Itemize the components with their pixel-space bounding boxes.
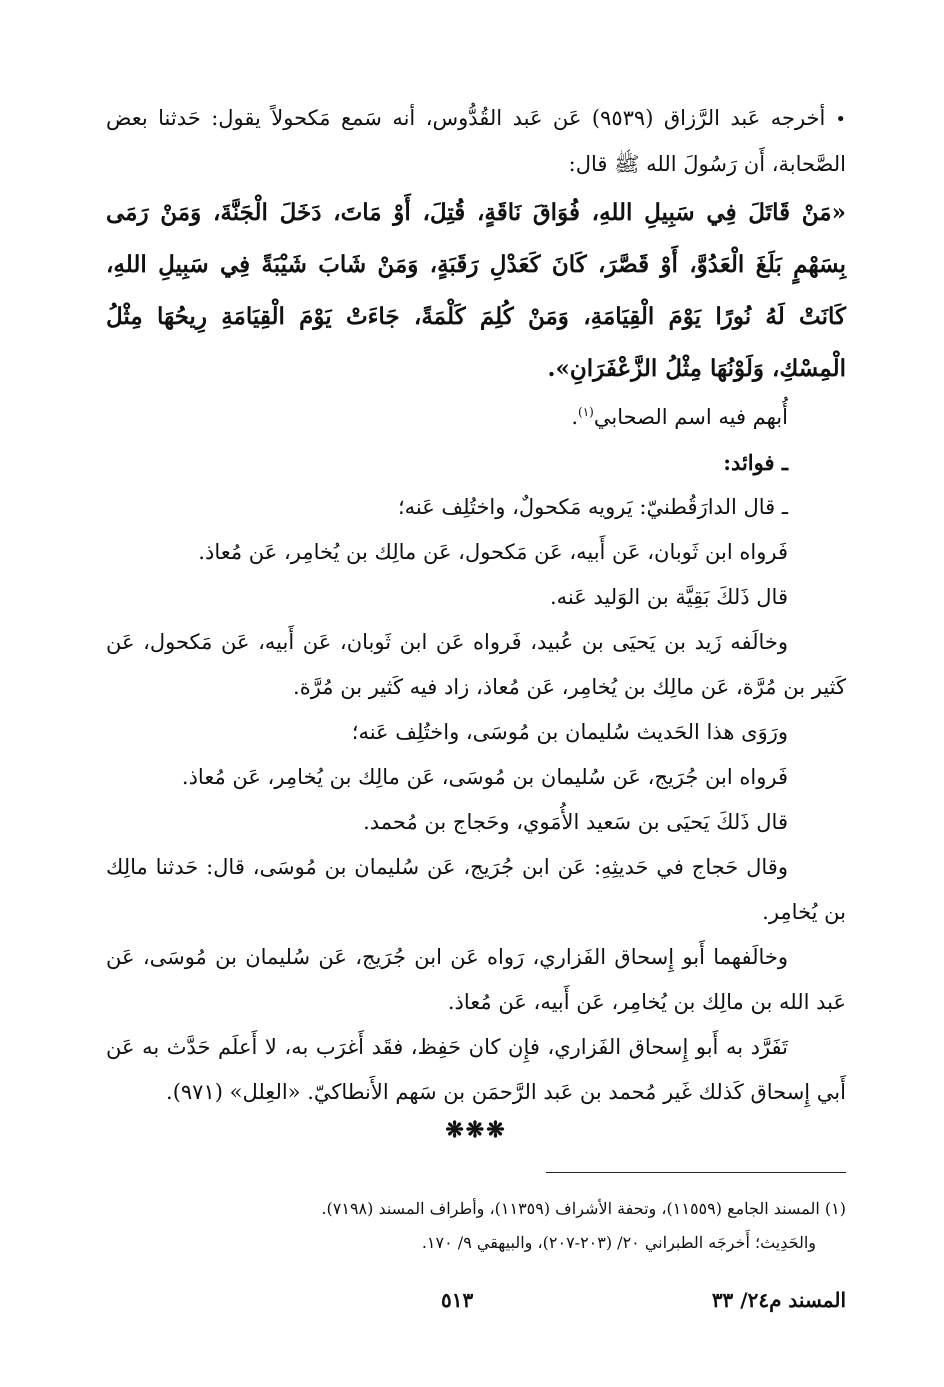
section-divider-stars: ❋❋❋: [445, 1117, 507, 1143]
page-footer: [106, 1288, 846, 1328]
hadith-text: «مَنْ قَاتَلَ فِي سَبِيلِ اللهِ، فُوَاقَ نَاقَةٍ، قُتِلَ، أَوْ مَاتَ، دَخَلَ الْجَنَّةَ، وَمَنْ رَمَى بِسَهْمٍ بَلَغَ الْعَدُوَّ، أَوْ قَصَّرَ، كَانَ كَعَدْلِ رَقَبَةٍ، وَمَنْ شَابَ شَيْبَةً فِي سَبِيلِ اللهِ، كَانَتْ لَهُ نُورًا يَوْمَ الْقِيَامَةِ، وَمَنْ كُلِمَ كَلْمَةً، جَاءَتْ يَوْمَ الْقِيَامَةِ رِيحُهَا مِثْلُ الْمِسْكِ، وَلَوْنُهَا مِثْلُ الزَّعْفَرَانِ».: [106, 199, 846, 382]
paragraph: وقال حَجاج في حَديثِهِ: عَن ابن جُرَيج، عَن سُليمان بن مُوسَى، قال: حَدثنا مالِك بن يُخامِر.: [106, 855, 846, 924]
paragraph: قال ذَلكَ يَحيَى بن سَعيد الأُمَوي، وحَجاج بن مُحمد.: [363, 810, 788, 834]
paragraph: تَفَرَّد به أَبو إِسحاق الفَزاري، فإِن كان حَفِظ، فقَد أَغرَب به، لا أَعلَم حَدَّث به عَن أَبي إِسحاق كَذلك غَير مُحمد بن عَبد الرَّحمَن بن سَهم الأَنطاكيّ. «العِلل» (٩٧١).: [106, 1035, 846, 1104]
paragraph: فَرواه ابن ثَوبان، عَن أَبيه، عَن مَكحول، عَن مالِك بن يُخامِر، عَن مُعاذ.: [198, 540, 788, 564]
ibham-end: .: [571, 405, 579, 429]
paragraph: ورَوَى هذا الحَديث سُليمان بن مُوسَى، واختُلِف عَنه؛: [351, 720, 788, 744]
ibham-note: [106, 395, 846, 440]
intro-line-1: أخرجه عَبد الرَّزاق (٩٥٣٩) عَن عَبد القُدُّوس، أنه سَمع مَكحولاً يقول:: [211, 106, 826, 130]
page-number: ٥١٣: [441, 1288, 474, 1312]
intro-paragraph: [106, 96, 846, 187]
paragraph: وخالَفهما أَبو إِسحاق الفَزاري، رَواه عَن ابن جُرَيج، عَن سُليمان بن مُوسَى، عَن عَبد الله بن مالِك بن يُخامِر، عَن أَبيه، عَن مُعاذ.: [106, 945, 846, 1014]
footnote: (١) المسند الجامع (١١٥٥٩)، وتحفة الأشراف (١١٣٥٩)، وأطراف المسند (٧١٩٨).: [321, 1199, 846, 1218]
intro-line-2: حَدثنا بعض الصَّحابة، أَن رَسُولَ الله ﷺ قال:: [106, 106, 846, 176]
footnote-ref: (١): [578, 405, 594, 419]
paragraph: قال ذَلكَ بَقِيَّة بن الوَليد عَنه.: [549, 585, 788, 609]
fawaid-heading: ـ فوائد:: [723, 450, 788, 475]
footnotes: [106, 1192, 846, 1260]
running-head: المسند م٢٤/ ٣٣: [711, 1288, 846, 1312]
ibham-text: أُبهم فيه اسم الصحابي: [593, 405, 788, 429]
bullet-icon: •: [835, 109, 846, 130]
main-text: [106, 96, 846, 1143]
paragraph: وخالَفه زَيد بن يَحيَى بن عُبيد، فَرواه عَن ابن ثَوبان، عَن أَبيه، عَن مَكحول، عَن كَثير بن مُرَّة، عَن مالِك بن يُخامِر، عَن مُعاذ، زاد فيه كَثير بن مُرَّة.: [106, 630, 846, 699]
footnote-separator: [546, 1172, 846, 1173]
footnote-continuation: والحَدِيث؛ أَخرجَه الطبراني ٢٠/ (٢٠٣-٢٠٧)، والبيهقي ٩/ ١٧٠.: [421, 1233, 816, 1252]
paragraph: ـ قال الدارَقُطنيّ: يَرويه مَكحولٌ، واختُلِف عَنه؛: [397, 495, 788, 519]
paragraph: فَرواه ابن جُرَيج، عَن سُليمان بن مُوسَى، عَن مالِك بن يُخامِر، عَن مُعاذ.: [181, 765, 788, 789]
